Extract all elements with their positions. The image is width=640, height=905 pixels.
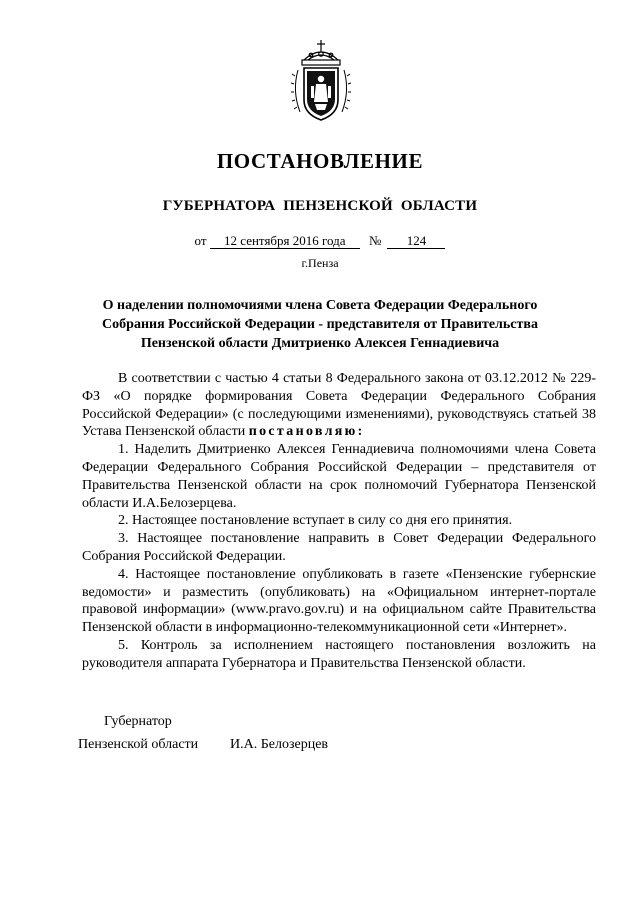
coat-of-arms-icon [290, 36, 352, 124]
date-number-line [0, 232, 640, 250]
decree-date: 12 сентября 2016 года [210, 233, 360, 249]
decree-heading [80, 296, 560, 353]
document-title: ПОСТАНОВЛЕНИЕ [216, 149, 424, 173]
heading-line: Пензенской области Дмитриенко Алексея Геннадиевича [140, 336, 500, 351]
number-prefix: № [369, 233, 382, 248]
decree-item-4: 4. Настоящее постановление опубликовать в газете «Пензенские губернские ведомости» и разместить (опубликовать) на «Официальном интернет-портале правовой информации» (www.pravo.gov.ru) и на официальном сайте Правительства Пензенской области в информационно-телекоммуникационной сети «Интернет». [82, 566, 596, 636]
heading-line: О наделении полномочиями члена Совета Федерации Федерального [102, 298, 538, 313]
decree-number: 124 [387, 233, 445, 249]
city-label: г.Пенза [301, 256, 339, 270]
decree-body [82, 370, 596, 673]
decree-item-5: 5. Контроль за исполнением настоящего постановления возложить на руководителя аппарата Губернатора и Правительства Пензенской области. [82, 637, 596, 671]
date-prefix: от [194, 233, 207, 248]
signature-title: Губернатор [104, 714, 172, 729]
decree-word: постановляю: [248, 424, 365, 440]
signature-name: И.А. Белозерцев [230, 737, 329, 752]
signature-region: Пензенской области [78, 737, 199, 752]
decree-item-2: 2. Настоящее постановление вступает в силу со дня его принятия. [118, 513, 513, 529]
preamble-text: В соответствии с частью 4 статьи 8 Федерального закона от 03.12.2012 № 229-ФЗ «О порядке формирования Совета Федерации Федерального Собрания Российской Федерации» (с последующими изменениями), руководствуясь статьей 38 Устава Пензенской области [82, 371, 596, 440]
issuer-line: ГУБЕРНАТОРА ПЕНЗЕНСКОЙ ОБЛАСТИ [162, 198, 478, 214]
decree-item-3: 3. Настоящее постановление направить в Совет Федерации Федерального Собрания Российской Федерации. [82, 531, 596, 564]
heading-line: Собрания Российской Федерации - представителя от Правительства [102, 317, 538, 332]
decree-item-1: 1. Наделить Дмитриенко Алексея Геннадиевича полномочиями члена Совета Федерации Федерального Собрания Российской Федерации – представителя от Правительства Пензенской области на срок полномочий Губернатора Пензенской области И.А.Белозерцева. [82, 442, 596, 511]
preamble-paragraph [82, 370, 596, 441]
